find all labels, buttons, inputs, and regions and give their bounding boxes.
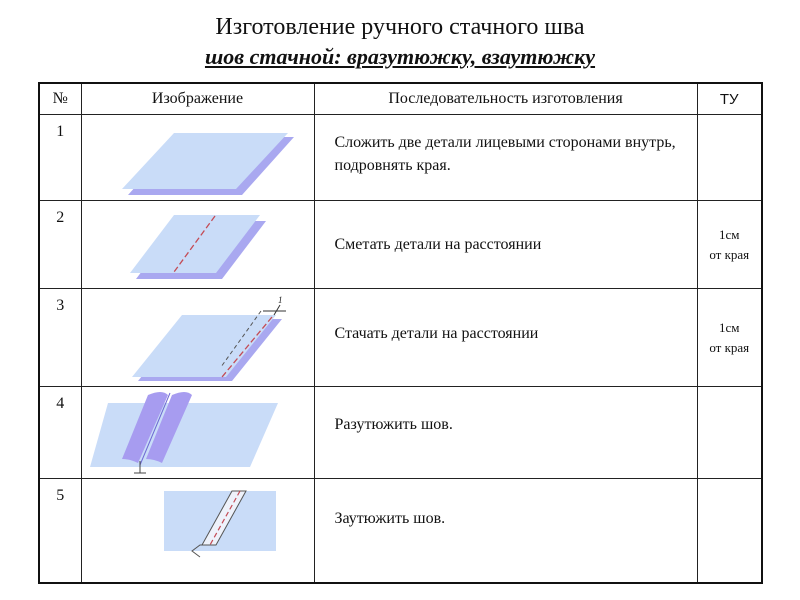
pressed-open-seam-diagram bbox=[82, 387, 315, 479]
table-header-row bbox=[39, 83, 762, 115]
row-illustration bbox=[81, 115, 314, 201]
column-header-image: Изображение bbox=[81, 83, 314, 115]
step-text: Разутюжить шов. bbox=[314, 387, 697, 479]
tu-cell bbox=[697, 115, 762, 201]
tu-note: от края bbox=[709, 246, 750, 262]
column-header-tu: ТУ bbox=[697, 83, 762, 115]
row-illustration bbox=[81, 479, 314, 583]
tu-cell bbox=[697, 201, 762, 289]
dimension-tick bbox=[274, 305, 280, 315]
table-row bbox=[39, 289, 762, 387]
seam-procedure-table bbox=[38, 82, 763, 584]
pressed-to-side-seam-diagram bbox=[82, 479, 315, 583]
row-number: 1 bbox=[39, 115, 81, 201]
row-number: 3 bbox=[39, 289, 81, 387]
tu-value: 1см bbox=[719, 226, 740, 242]
step-text: Сметать детали на расстоянии bbox=[314, 201, 697, 289]
tu-note: от края bbox=[709, 339, 750, 355]
row-number: 4 bbox=[39, 387, 81, 479]
row-illustration bbox=[81, 387, 314, 479]
basted-seam-diagram bbox=[82, 201, 315, 289]
column-header-num: № bbox=[39, 83, 81, 115]
row-number: 5 bbox=[39, 479, 81, 583]
column-header-sequence: Последовательность изготовления bbox=[314, 83, 697, 115]
row-illustration bbox=[81, 201, 314, 289]
tu-cell bbox=[697, 479, 762, 583]
stitched-seam-diagram bbox=[82, 289, 315, 387]
step-text: Стачать детали на расстоянии bbox=[314, 289, 697, 387]
table-row bbox=[39, 115, 762, 201]
table-row bbox=[39, 201, 762, 289]
stitch-width-label: 1 bbox=[277, 295, 282, 305]
table-row bbox=[39, 387, 762, 479]
row-number: 2 bbox=[39, 201, 81, 289]
step-text: Сложить две детали лицевыми сторонами внутрь, подровнять края. bbox=[314, 115, 697, 201]
folded-pieces-diagram bbox=[82, 115, 315, 201]
tu-cell bbox=[697, 289, 762, 387]
page-title: Изготовление ручного стачного шва bbox=[215, 14, 585, 40]
tu-cell bbox=[697, 387, 762, 479]
table-row bbox=[39, 479, 762, 583]
row-illustration bbox=[81, 289, 314, 387]
tu-value: 1см bbox=[719, 319, 740, 335]
step-text: Заутюжить шов. bbox=[314, 479, 697, 583]
page-subtitle: шов стачной: вразутюжку, взаутюжку bbox=[204, 44, 596, 69]
